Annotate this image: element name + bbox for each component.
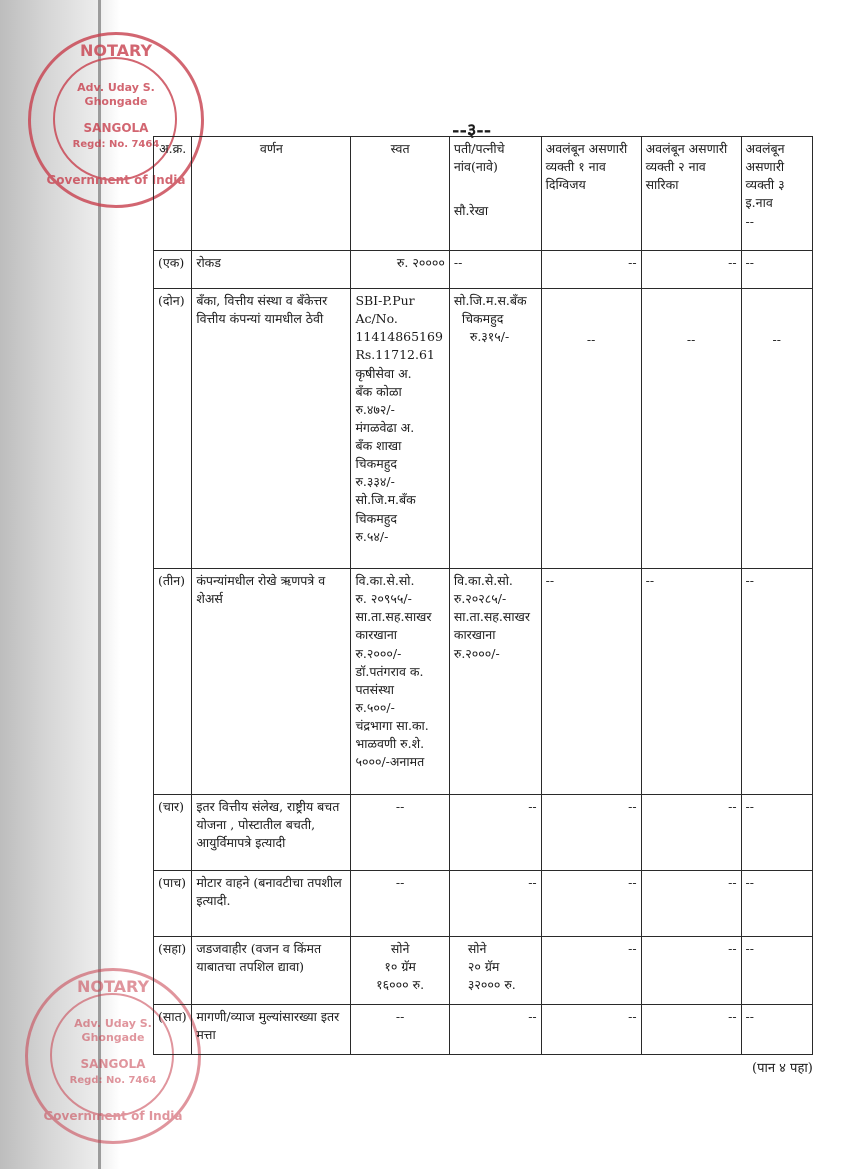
row-dependent-1: -- [541,1005,641,1055]
row-dependent-3: -- [741,251,812,289]
row-serial: (चार) [154,795,192,871]
table-row [154,289,813,569]
row-self-line: चिकमहुद [355,456,397,472]
table-header-row [154,137,813,251]
row-self-line: रु.४७२/- [355,401,395,417]
row-self-line: रु.५४/- [355,528,389,544]
row-dependent-3: -- [741,795,812,871]
header-self: स्वत [351,137,449,251]
table-row [154,1005,813,1055]
table-row [154,569,813,795]
header-description: वर्णन [192,137,351,251]
row-self-line: बॅंक शाखा [355,438,402,453]
row-self-line: चंद्रभागा सा.का. [355,718,429,733]
row-description: इतर वित्तीय संलेख, राष्ट्रीय बचत योजना , पोस्टातील बचती, आयुर्विमापत्रे इत्यादी [192,795,351,871]
row-self-line: ५०००/-अनामत [355,754,425,770]
header-dependent-1-label: अवलंबून असणारी व्यक्ती १ नाव [545,141,628,175]
row-spouse [449,569,541,795]
notary-seal-top: NOTARY Adv. Uday S. Ghongade SANGOLA Regd: No. 7464 Government of India [28,32,204,208]
table-row [154,937,813,1005]
row-self-line: पतसंस्था [355,681,394,697]
row-spouse-line: रु.२०००/- [453,645,500,661]
row-self: -- [351,1005,449,1055]
row-self-line: रु.२०००/- [355,645,402,661]
row-dependent-3: -- [741,289,812,569]
row-dependent-2: -- [641,937,741,1005]
header-dependent-1 [541,137,641,251]
row-dependent-2: -- [641,251,741,289]
row-self-line: Rs.11712.61 [355,347,435,363]
table-row [154,871,813,937]
row-self-line: रु.३३४/- [355,474,395,490]
row-spouse-line: रु.३१५/- [469,329,510,345]
notary-seal-bottom: NOTARY Adv. Uday S. Ghongade SANGOLA Regd: No. 7464 Government of India [25,968,201,1144]
row-self-line: चिकमहुद [355,510,397,526]
header-spouse [449,137,541,251]
row-dependent-1: -- [541,569,641,795]
row-dependent-2: -- [641,795,741,871]
row-self: रु. २०००० [351,251,449,289]
row-description: मागणी/व्याज मुल्यांसारख्या इतर मत्ता [192,1005,351,1055]
row-spouse-line: सोने [467,941,487,956]
row-self-line: कृषीसेवा अ. [355,365,412,381]
row-spouse [449,289,541,569]
row-spouse: -- [449,1005,541,1055]
row-dependent-2: -- [641,1005,741,1055]
row-self [351,289,449,569]
header-dependent-2-label: अवलंबून असणारी व्यक्ती २ नाव [645,141,728,175]
row-dependent-2: -- [641,289,741,569]
row-serial: (दोन) [154,289,192,569]
row-dependent-3: -- [741,569,812,795]
table-row [154,251,813,289]
row-spouse-line: वि.का.से.सो. [453,573,513,588]
header-dependent-3 [741,137,812,251]
header-dependent-3-name: -- [745,213,754,229]
row-serial: (एक) [154,251,192,289]
row-spouse: -- [449,251,541,289]
row-self-line: SBI-P.Pur [355,293,415,308]
header-serial: अ.क्र. [154,137,192,251]
row-dependent-3: -- [741,871,812,937]
row-self: -- [351,871,449,937]
row-spouse-line: सा.ता.सह.साखर [453,609,530,625]
continued-on-page-note: (पान ४ पहा) [752,1061,813,1076]
row-self-line: 11414865169 [355,329,443,345]
row-self-line: रु. २०९५५/- [355,591,412,607]
row-description: मोटार वाहने (बनावटीचा तपशील इत्यादी. [192,871,351,937]
row-self-line: डॉ.पतंगराव क. [355,663,424,679]
row-self-line: वि.का.से.सो. [355,573,415,588]
row-dependent-1: -- [541,795,641,871]
row-description: कंपन्यांमधील रोखे ऋणपत्रे व शेअर्स [192,569,351,795]
row-self-line: मंगळवेढा अ. [355,419,415,435]
row-description: जडजवाहीर (वजन व किंमत याबातचा तपशिल द्यावा) [192,937,351,1005]
row-self-line: सो.जि.म.बॅंक [355,492,416,508]
row-spouse: -- [449,871,541,937]
row-self [351,937,449,1005]
row-self: -- [351,795,449,871]
row-self [351,569,449,795]
row-serial: (सहा) [154,937,192,1005]
page-number: --३-- [452,120,492,141]
row-serial: (पाच) [154,871,192,937]
table-row [154,795,813,871]
row-dependent-3: -- [741,1005,812,1055]
row-dependent-1: -- [541,937,641,1005]
row-spouse [449,937,541,1005]
row-description: रोकड [192,251,351,289]
header-dependent-2-name: सारिका [645,177,679,193]
row-self-line: सा.ता.सह.साखर [355,609,432,625]
row-self-line: बॅंक कोळा [355,383,402,399]
row-spouse: -- [449,795,541,871]
row-self-line: भाळवणी रु.शे. [355,736,425,752]
row-description: बॅंका, वित्तीय संस्था व बॅंकेत्तर वित्तीय कंपन्यां यामधील ठेवी [192,289,351,569]
row-spouse-line: चिकमहुद [461,311,504,327]
header-dependent-1-name: दिग्विजय [545,177,586,193]
row-spouse-line: सो.जि.म.स.बॅंक [453,293,527,308]
row-spouse-line: रु.२०२८५/- [453,591,507,607]
header-spouse-label: पती/पत्नीचे नांव(नावे) [453,141,505,175]
row-serial: (सात) [154,1005,192,1055]
row-self-line: रु.५००/- [355,699,395,715]
header-dependent-2 [641,137,741,251]
row-self-line: Ac/No. [355,311,398,327]
row-spouse-line: कारखाना [453,627,496,643]
row-dependent-1: -- [541,871,641,937]
header-dependent-3-label: अवलंबून असणारी व्यक्ती ३ इ.नाव [745,141,785,211]
row-self-line: १६००० रु. [376,977,425,993]
row-dependent-2: -- [641,871,741,937]
row-dependent-3: -- [741,937,812,1005]
row-serial: (तीन) [154,569,192,795]
row-dependent-1: -- [541,251,641,289]
header-spouse-name: सौ.रेखा [453,203,489,219]
row-dependent-1: -- [541,289,641,569]
row-self-line: सोने [390,941,410,956]
row-spouse-line: २० ग्रॅम [467,959,500,975]
row-dependent-2: -- [641,569,741,795]
asset-declaration-table [153,136,813,1055]
row-spouse-line: ३२००० रु. [467,977,516,993]
row-self-line: कारखाना [355,627,398,643]
row-self-line: १० ग्रॅम [384,959,416,975]
